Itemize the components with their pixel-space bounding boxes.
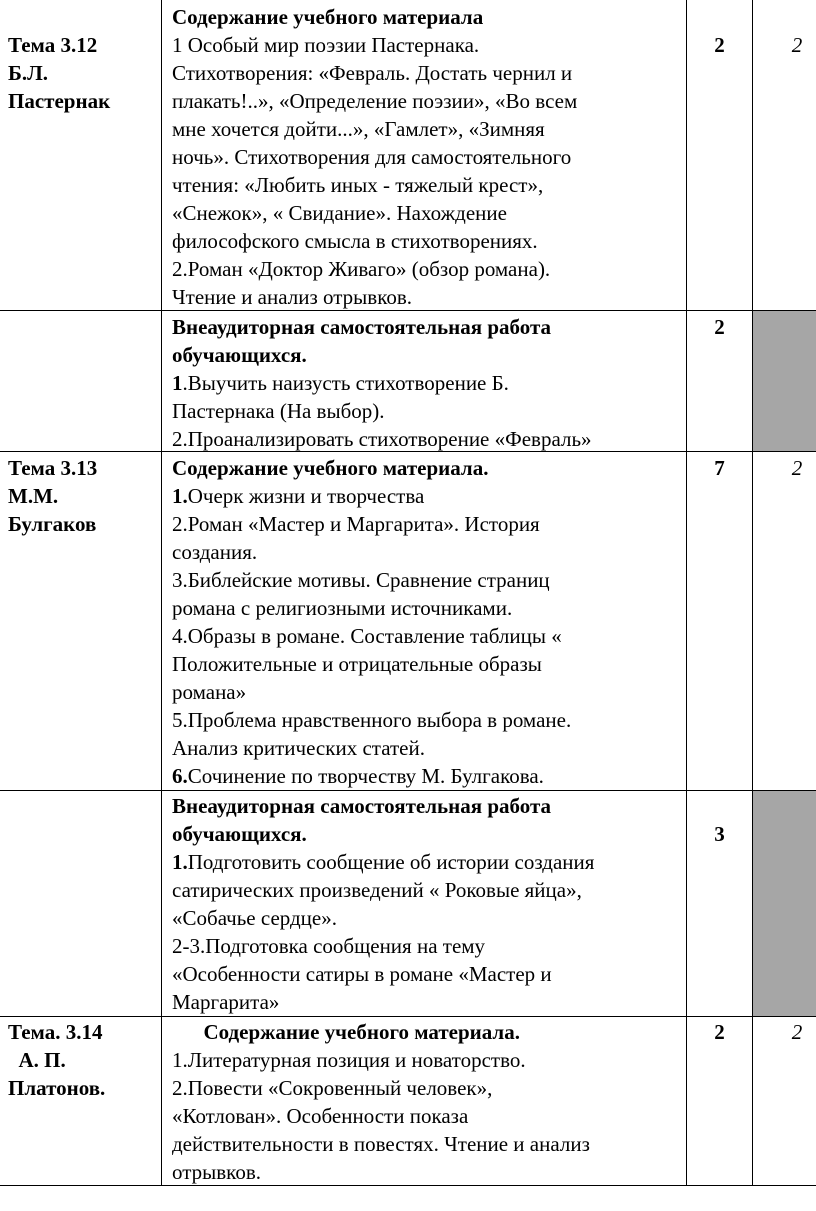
content-line: сатирических произведений « Роковые яйца», bbox=[172, 878, 582, 902]
content-line: плакать!..», «Определение поэзии», «Во всем bbox=[172, 89, 578, 113]
content-line: Содержание учебного материала. bbox=[172, 1020, 520, 1044]
content-line: Содержание учебного материала bbox=[172, 5, 484, 29]
content-line: 4.Образы в романе. Составление таблицы « bbox=[172, 624, 562, 648]
hours-cell: 7 bbox=[714, 456, 725, 480]
content-line: романа с религиозными источниками. bbox=[172, 596, 513, 620]
level-cell: 2 bbox=[791, 456, 803, 480]
topic-line: Платонов. bbox=[8, 1076, 106, 1100]
content-line: Пастернака (На выбор). bbox=[172, 399, 385, 423]
level-cell: 2 bbox=[791, 33, 803, 57]
content-line: Анализ критических статей. bbox=[172, 736, 425, 760]
content-line: действительности в повестях. Чтение и анализ bbox=[172, 1132, 590, 1156]
topic-line: Тема 3.13 bbox=[8, 456, 98, 480]
content-line: чтения: «Любить иных - тяжелый крест», bbox=[172, 173, 544, 197]
content-line: Содержание учебного материала. bbox=[172, 456, 489, 480]
hours-cell: 3 bbox=[714, 822, 725, 846]
content-line: мне хочется дойти...», «Гамлет», «Зимняя bbox=[172, 117, 545, 141]
row-border bbox=[0, 1016, 816, 1017]
column-border bbox=[161, 0, 162, 1186]
content-line: Внеаудиторная самостоятельная работа bbox=[172, 315, 552, 339]
content-line: 1.Подготовить сообщение об истории создания bbox=[172, 850, 595, 874]
content-line: Стихотворения: «Февраль. Достать чернил и bbox=[172, 61, 573, 85]
content-line: «Особенности сатиры в романе «Мастер и bbox=[172, 962, 552, 986]
content-line: Внеаудиторная самостоятельная работа bbox=[172, 794, 552, 818]
content-cell bbox=[172, 792, 684, 1016]
content-line: 1 Особый мир поэзии Пастернака. bbox=[172, 33, 480, 57]
content-cell bbox=[172, 313, 684, 453]
content-line: 1.Выучить наизусть стихотворение Б. bbox=[172, 371, 509, 395]
topic-line: А. П. bbox=[8, 1048, 66, 1072]
content-line: 5.Проблема нравственного выбора в романе. bbox=[172, 708, 572, 732]
content-line: 2.Роман «Доктор Живаго» (обзор романа). bbox=[172, 257, 551, 281]
content-line: 2.Проанализировать стихотворение «Февраль» bbox=[172, 427, 592, 451]
hours-cell: 2 bbox=[714, 33, 725, 57]
topic-cell bbox=[8, 1018, 158, 1102]
content-line: 1.Очерк жизни и творчества bbox=[172, 484, 425, 508]
topic-cell bbox=[8, 454, 158, 538]
content-line: 6.Сочинение по творчеству М. Булгакова. bbox=[172, 764, 544, 788]
row-border bbox=[0, 790, 816, 791]
content-line: Чтение и анализ отрывков. bbox=[172, 285, 412, 309]
shaded-level-cell bbox=[753, 311, 816, 451]
content-cell bbox=[172, 1018, 684, 1186]
content-line: «Снежок», « Свидание». Нахождение bbox=[172, 201, 507, 225]
content-line: 3.Библейские мотивы. Сравнение страниц bbox=[172, 568, 550, 592]
content-line: обучающихся. bbox=[172, 822, 307, 846]
content-line: создания. bbox=[172, 540, 258, 564]
content-line: 2-3.Подготовка сообщения на тему bbox=[172, 934, 486, 958]
topic-line: Тема 3.12 bbox=[8, 33, 98, 57]
content-line: Положительные и отрицательные образы bbox=[172, 652, 542, 676]
shaded-level-cell bbox=[753, 791, 816, 1016]
content-line: отрывков. bbox=[172, 1160, 261, 1184]
content-cell bbox=[172, 454, 684, 790]
content-line: философского смысла в стихотворениях. bbox=[172, 229, 538, 253]
content-cell bbox=[172, 3, 684, 311]
hours-cell: 2 bbox=[714, 1020, 725, 1044]
topic-line: Тема. 3.14 bbox=[8, 1020, 103, 1044]
topic-line: Булгаков bbox=[8, 512, 97, 536]
hours-cell: 2 bbox=[714, 315, 725, 339]
topic-line: М.М. bbox=[8, 484, 59, 508]
content-line: «Котлован». Особенности показа bbox=[172, 1104, 469, 1128]
topic-line: Б.Л. bbox=[8, 61, 49, 85]
content-line: Маргарита» bbox=[172, 990, 280, 1014]
content-line: 2.Роман «Мастер и Маргарита». История bbox=[172, 512, 540, 536]
content-line: «Собачье сердце». bbox=[172, 906, 337, 930]
content-line: обучающихся. bbox=[172, 343, 307, 367]
content-line: 2.Повести «Сокровенный человек», bbox=[172, 1076, 493, 1100]
content-line: 1.Литературная позиция и новаторство. bbox=[172, 1048, 526, 1072]
level-cell: 2 bbox=[791, 1020, 803, 1044]
content-line: ночь». Стихотворения для самостоятельного bbox=[172, 145, 572, 169]
content-line: романа» bbox=[172, 680, 247, 704]
topic-line: Пастернак bbox=[8, 89, 111, 113]
topic-cell bbox=[8, 31, 158, 115]
column-border bbox=[752, 0, 753, 1186]
column-border bbox=[686, 0, 687, 1186]
